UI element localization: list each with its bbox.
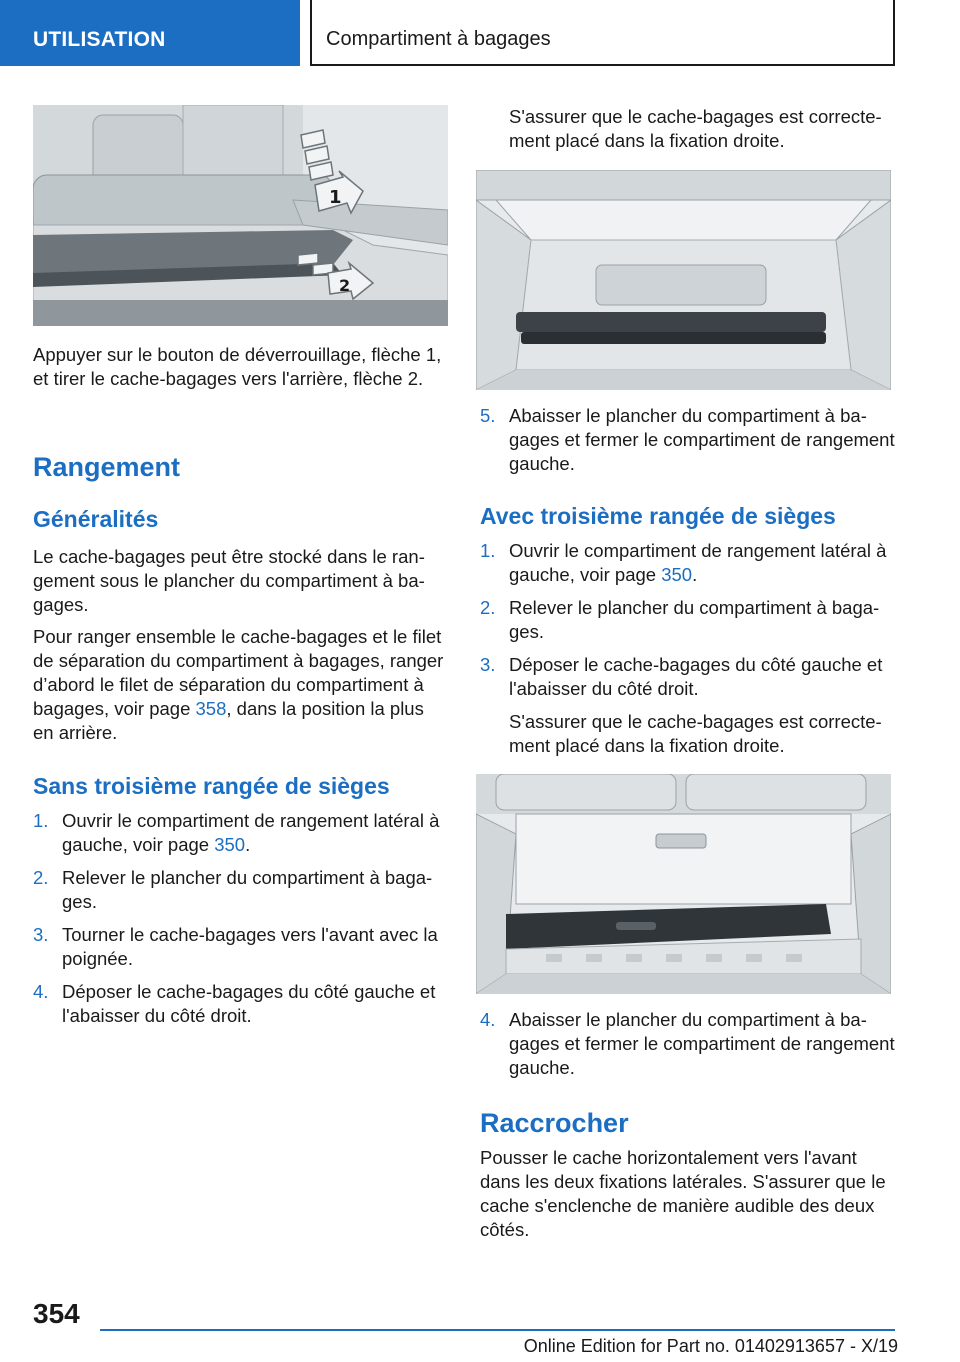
step-number: 4. [480, 1009, 496, 1030]
list-item [480, 596, 895, 644]
figure-cover-stowed-2 [476, 774, 891, 994]
list-item [480, 1008, 895, 1080]
step-number: 3. [480, 654, 496, 675]
step-text: Relever le plancher du compartiment à bagages. [62, 867, 433, 912]
header-divider-right [893, 0, 895, 66]
list-item [480, 539, 895, 587]
step-number: 4. [33, 981, 49, 1002]
step-text-part: Ouvrir le compartiment de rangement latéral à gauche, voir page [509, 540, 887, 585]
figure-unlock-cover [33, 105, 448, 326]
page-title: Compartiment à bagages [326, 28, 551, 50]
list-item [33, 809, 448, 857]
figure-label-1: 1 [329, 187, 342, 208]
step-text: Relever le plancher du compartiment à bagages. [509, 597, 880, 642]
list-item [33, 980, 448, 1028]
figure-label-2: 2 [339, 276, 351, 295]
list-item [33, 866, 448, 914]
step-number: 1. [33, 810, 49, 831]
step-text-part: Ouvrir le compartiment de rangement latéral à gauche, voir page [62, 810, 440, 855]
page-link-350[interactable]: 350 [661, 564, 693, 585]
footer-rule [100, 1329, 895, 1331]
page-header [0, 0, 960, 66]
list-item [480, 404, 895, 476]
step-text: Déposer le cache-bagages du côté gauche et l'abaisser du côté droit. [509, 654, 883, 699]
paragraph-text: Pour ranger ensemble le cache-bagages et le filet de séparation du compartiment à bagages, ranger d’abord le filet de séparation du compartiment à bagages, voir page [33, 626, 444, 719]
step-text-part: . [245, 834, 251, 855]
step-text: Abaisser le plancher du compartiment à bagages et fermer le compartiment de rangement gauche. [509, 405, 895, 474]
heading-generalites: Généralités [33, 506, 159, 532]
step-text [509, 539, 895, 587]
step-number: 5. [480, 405, 496, 426]
paragraph-generalites-1: Le cache-bagages peut être stocké dans le rangement sous le plancher du compartiment à bagages. [33, 546, 425, 615]
page-link-358[interactable]: 358 [195, 698, 227, 719]
page-link-350[interactable]: 350 [214, 834, 246, 855]
figure-caption: Appuyer sur le bouton de déverrouillage, flèche 1, et tirer le cache-bagages vers l'arrière, flèche 2. [33, 344, 442, 389]
heading-raccrocher: Raccrocher [480, 1108, 629, 1138]
step-note: S'assurer que le cache-bagages est correctement placé dans la fixation droite. [509, 711, 882, 756]
step-text: Déposer le cache-bagages du côté gauche et l'abaisser du côté droit. [62, 981, 436, 1026]
section-label: UTILISATION [33, 28, 166, 51]
figure-cover-stowed-1 [476, 170, 891, 390]
list-item [33, 923, 448, 971]
step-text: Abaisser le plancher du compartiment à bagages et fermer le compartiment de rangement gauche. [509, 1009, 895, 1078]
paragraph-intro: S'assurer que le cache-bagages est correctement placé dans la fixation droite. [509, 106, 882, 151]
step-number: 2. [33, 867, 49, 888]
step-number: 3. [33, 924, 49, 945]
paragraph-text: , dans la position la plus en arrière. [33, 698, 424, 743]
paragraph-raccrocher: Pousser le cache horizontalement vers l'avant dans les deux fixations latérales. S'assurer que le cache s'enclenche de manière audible des deux côtés. [480, 1147, 886, 1240]
step-number: 2. [480, 597, 496, 618]
footer-edition: Online Edition for Part no. 01402913657 - X/19 [523, 1336, 898, 1356]
section-tab [0, 0, 300, 66]
heading-sans-troisieme: Sans troisième rangée de sièges [33, 773, 390, 799]
step-number: 1. [480, 540, 496, 561]
header-divider-left [310, 0, 312, 66]
header-underline [310, 64, 895, 66]
step-text-part: . [692, 564, 698, 585]
heading-avec-troisieme: Avec troisième rangée de sièges [480, 503, 836, 529]
page-number: 354 [33, 1298, 80, 1329]
list-item [480, 653, 898, 758]
step-text: Tourner le cache-bagages vers l'avant avec la poignée. [62, 924, 438, 969]
heading-rangement: Rangement [33, 452, 181, 482]
paragraph-generalites-2 [33, 625, 448, 745]
step-text [62, 809, 448, 857]
